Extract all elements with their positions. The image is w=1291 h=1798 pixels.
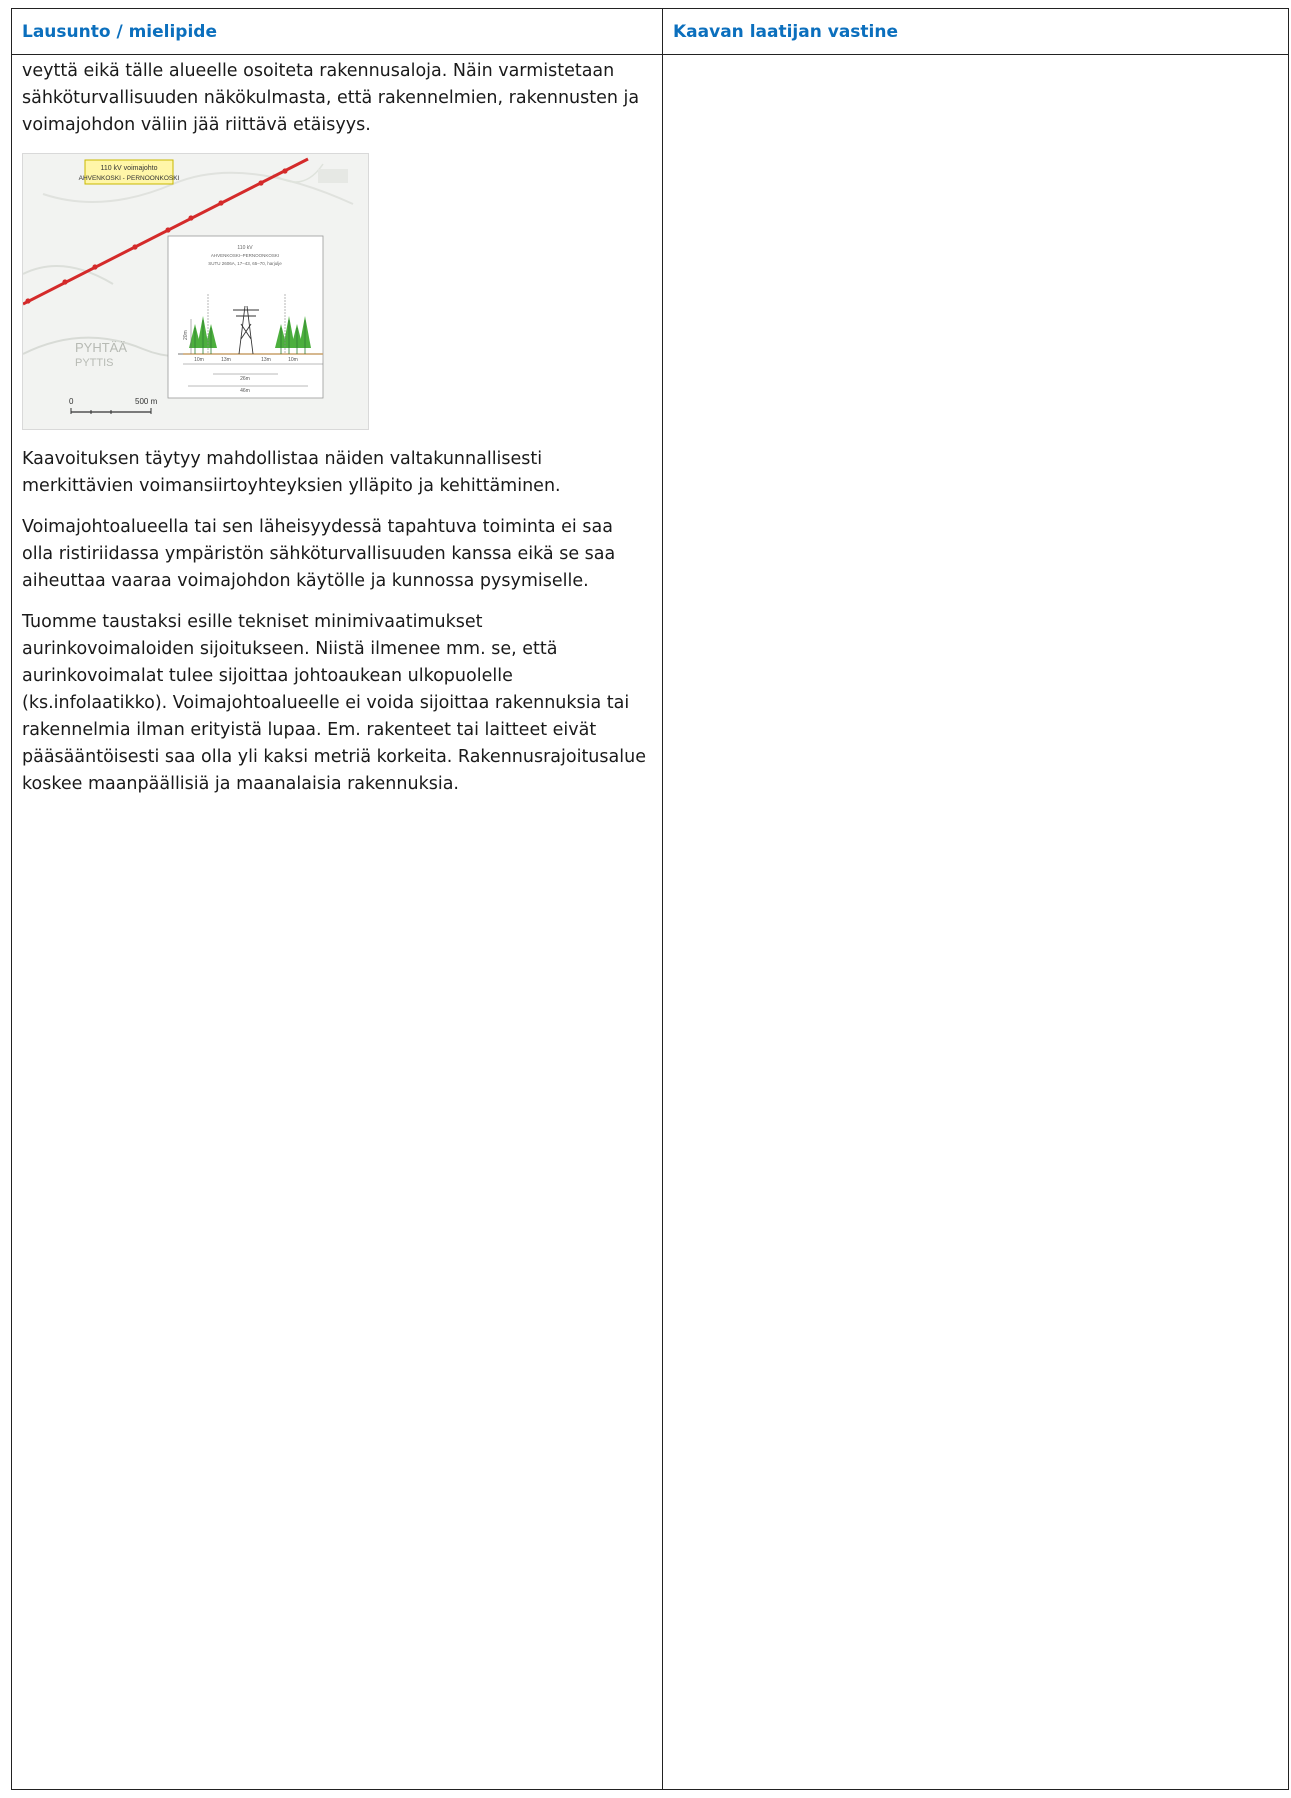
dimension-outer: 46m <box>240 388 250 394</box>
cross-section-inset <box>168 236 323 398</box>
dimension-segment-label: 10m <box>288 357 298 363</box>
pylon-marker <box>282 168 287 173</box>
powerline-map-svg <box>23 154 368 429</box>
comment-table <box>11 8 1289 1790</box>
statement-paragraph: veyttä eikä tälle alueelle osoiteta rakennusaloja. Näin varmistetaan sähköturvallisuuden näkökulmasta, että rakennelmien, rakennusten ja voimajohdon väliin jää riittävä etäisyys. <box>22 61 640 135</box>
statement-column <box>22 58 647 812</box>
column-divider <box>662 9 663 1789</box>
dimension-segment-label: 10m <box>194 357 204 363</box>
map-label-line2: AHVENKOSKI - PERNOONKOSKI <box>78 175 180 182</box>
pylon-marker <box>25 298 30 303</box>
statement-paragraph: Voimajohtoalueella tai sen läheisyydessä tapahtuva toiminta ei saa olla ristiriidassa ympäristön sähköturvallisuuden kanssa eikä se saa aiheuttaa vaaraa voimajohdon käytölle ja kunnossa pysymiselle. <box>22 517 616 591</box>
statement-paragraph: Kaavoituksen täytyy mahdollistaa näiden valtakunnallisesti merkittävien voimansiirtoyhteyksien ylläpito ja kehittäminen. <box>22 449 561 496</box>
header-response: Kaavan laatijan vastine <box>673 21 898 42</box>
powerline-map-figure <box>22 153 369 430</box>
header-divider <box>12 54 1288 55</box>
scale-start-label: 0 <box>69 397 74 406</box>
pylon-marker <box>218 200 223 205</box>
pylon-marker <box>92 264 97 269</box>
place-name-fi: PYHTÄÄ <box>75 340 128 355</box>
scale-end-label: 500 m <box>135 397 158 406</box>
dimension-segment-label: 13m <box>221 357 231 363</box>
place-name-sv: PYTTIS <box>75 357 114 369</box>
height-label: 20m <box>183 330 189 340</box>
section-subtitle-2: SUTU 2606A, 17–43, 65–70, harjulje <box>208 261 282 266</box>
section-subtitle-1: AHVENKOSKI–PERNOONKOSKI <box>210 253 280 258</box>
pylon-marker <box>258 180 263 185</box>
pylon-marker <box>62 279 67 284</box>
pylon-marker <box>132 244 137 249</box>
statement-paragraph: Tuomme taustaksi esille tekniset minimivaatimukset aurinkovoimaloiden sijoitukseen. Niistä ilmenee mm. se, että aurinkovoimalat tulee sijoittaa johtoaukean ulkopuolelle (ks.infolaatikko). Voimajohtoalueelle ei voida sijoittaa rakennuksia tai rakennelmia ilman erityistä lupaa. Em. rakenteet tai laitteet eivät pääsääntöisesti saa olla yli kaksi metriä korkeita. Rakennusrajoitusalue koskee maanpäällisiä ja maanalaisia rakennuksia. <box>22 612 646 794</box>
dimension-segment-label: 13m <box>261 357 271 363</box>
dimension-inner: 26m <box>240 376 250 382</box>
header-statement: Lausunto / mielipide <box>22 21 218 42</box>
pylon-marker <box>165 227 170 232</box>
map-area <box>318 169 348 183</box>
map-label-line1: 110 kV voimajohto <box>100 165 158 172</box>
pylon-marker <box>188 215 193 220</box>
section-title: 110 kV <box>237 245 253 251</box>
